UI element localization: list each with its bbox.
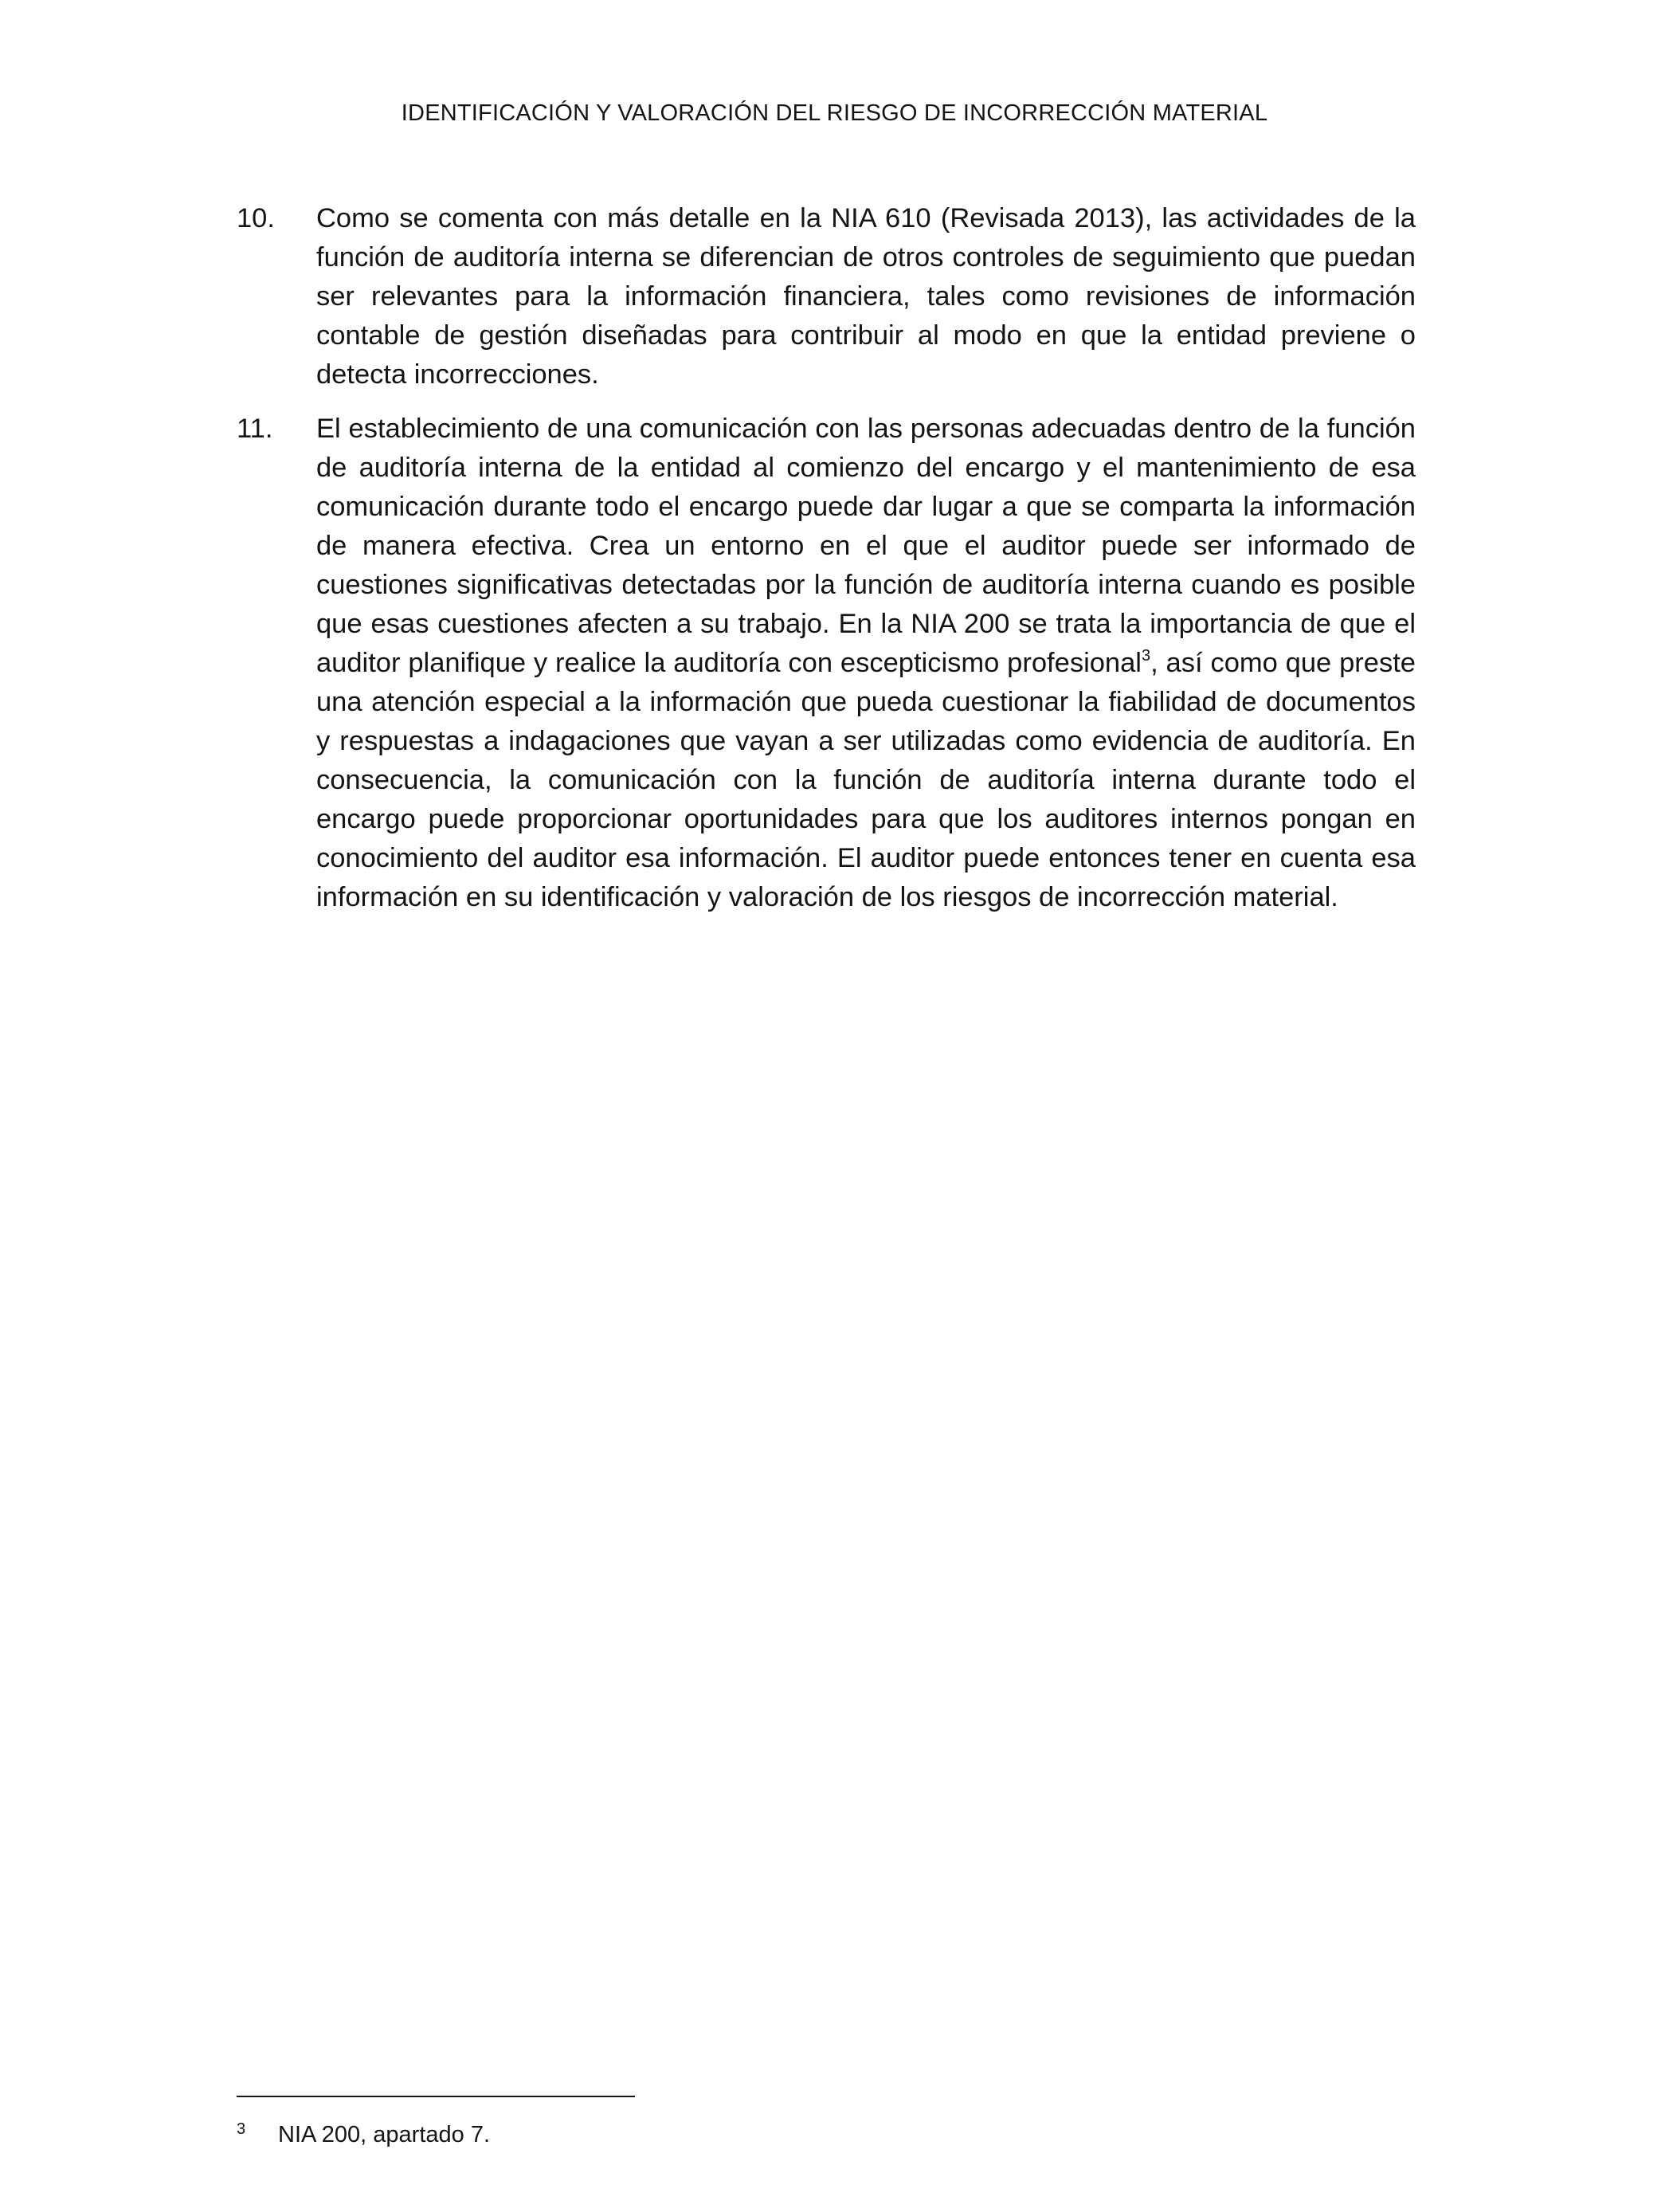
paragraph-10 xyxy=(237,199,1416,394)
running-header: IDENTIFICACIÓN Y VALORACIÓN DEL RIESGO DE INCORRECCIÓN MATERIAL xyxy=(401,100,1268,126)
footnote-mark: 3 xyxy=(237,2120,246,2138)
paragraph-text-part: , así como que preste una atención especial a la información que pueda cuestionar la fiabilidad de documentos y respuestas a indagaciones que vayan a ser utilizadas como evidencia de auditoría. En consecuencia, la comunicación con la función de auditoría interna durante todo el encargo puede proporcionar oportunidades para que los auditores internos pongan en conocimiento del auditor esa información. El auditor puede entonces tener en cuenta esa información en su identificación y valoración de los riesgos de incorrección material. xyxy=(316,648,1416,912)
paragraph-text: Como se comenta con más detalle en la NIA 610 (Revisada 2013), las actividades de la función de auditoría interna se diferencian de otros controles de seguimiento que puedan ser relevantes para la información financiera, tales como revisiones de información contable de gestión diseñadas para contribuir al modo en que la entidad previene o detecta incorrecciones. xyxy=(316,203,1416,390)
footnote xyxy=(237,2113,490,2151)
paragraph-text xyxy=(316,410,1416,917)
footnote-text: NIA 200, apartado 7. xyxy=(278,2122,491,2147)
paragraph-number: 10. xyxy=(237,203,275,233)
footnote-reference[interactable]: 3 xyxy=(1141,647,1151,665)
paragraph-number: 11. xyxy=(237,414,273,444)
paragraph-11 xyxy=(237,410,1416,917)
paragraph-text-part: El establecimiento de una comunicación con las personas adecuadas dentro de la función de auditoría interna de la entidad al comienzo del encargo y el mantenimiento de esa comunicación durante todo el encargo puede dar lugar a que se comparta la información de manera efectiva. Crea un entorno en el que el auditor puede ser informado de cuestiones significativas detectadas por la función de auditoría interna cuando es posible que esas cuestiones afecten a su trabajo. En la NIA 200 se trata la importancia de que el auditor planifique y realice la auditoría con escepticismo profesional xyxy=(316,414,1416,678)
footnote-separator xyxy=(237,2096,635,2097)
